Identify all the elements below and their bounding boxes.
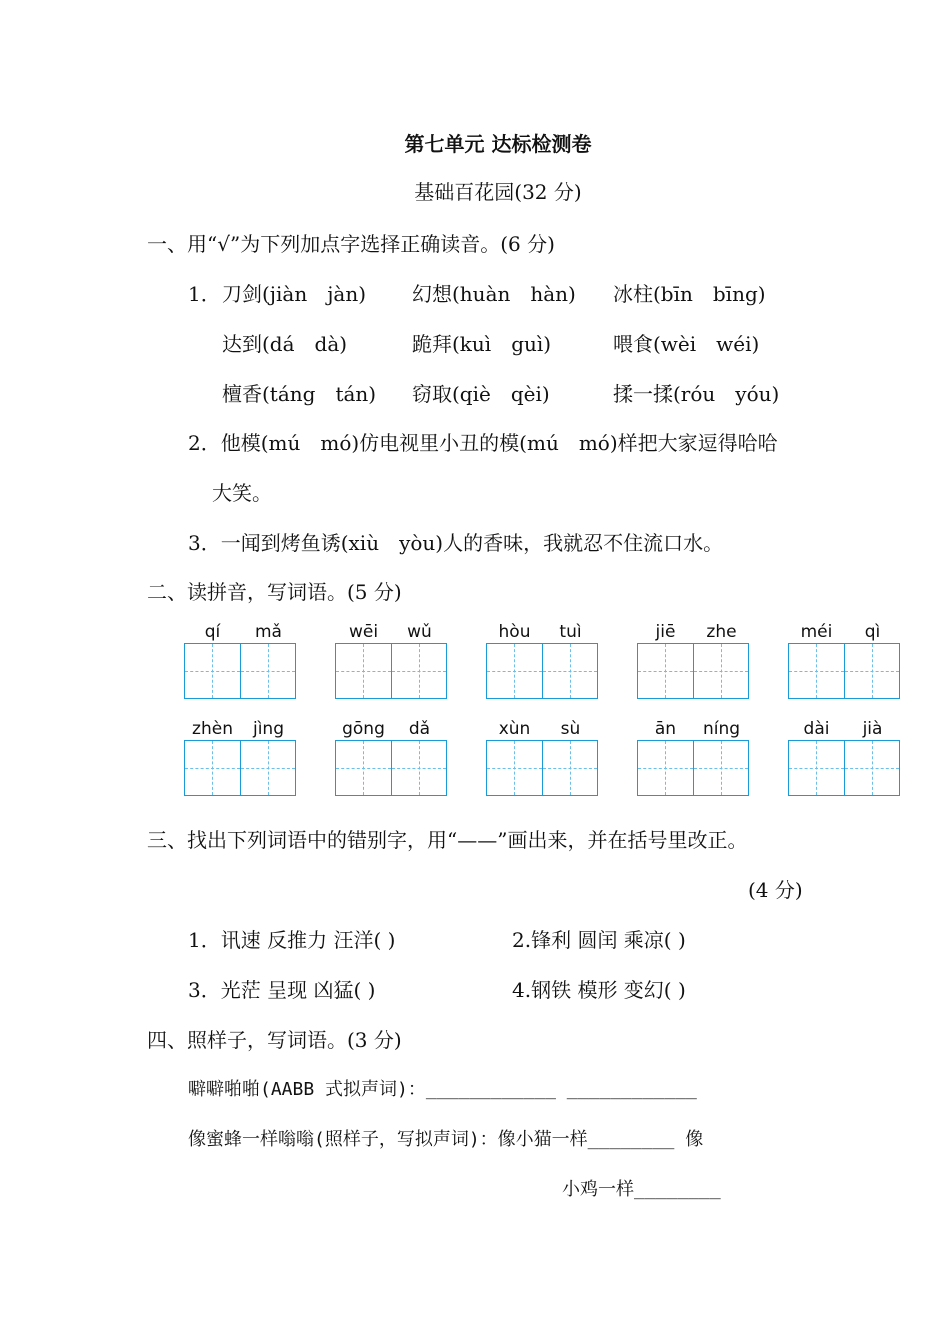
tianzige-boxes (184, 740, 296, 796)
tianzige-cell[interactable] (391, 644, 446, 698)
pinyin-label: dài (803, 719, 830, 739)
page-title: 第七单元 达标检测卷 (404, 132, 592, 156)
pinyin-writing-group (486, 719, 600, 799)
tianzige-boxes (335, 740, 447, 796)
pinyin-label: sù (560, 719, 581, 739)
q1-item: 幻想(huàn hàn) (412, 282, 576, 306)
tianzige-cell[interactable] (844, 741, 899, 795)
tianzige-boxes (486, 740, 598, 796)
tianzige-cell[interactable] (336, 741, 391, 795)
q1-item: 冰柱(bīn bīng) (613, 282, 766, 306)
pinyin-writing-group (184, 622, 298, 702)
tianzige-boxes (637, 643, 749, 699)
s4-line-3: 小鸡一样________ (562, 1179, 721, 1200)
tianzige-cell[interactable] (789, 644, 844, 698)
tianzige-cell[interactable] (185, 741, 240, 795)
pinyin-label: jìng (252, 719, 284, 739)
pinyin-label: gōng (342, 719, 385, 739)
tianzige-boxes (788, 643, 900, 699)
tianzige-cell[interactable] (391, 741, 446, 795)
s3-row-2-right: 4.钢铁 模形 变幻( ) (512, 978, 686, 1002)
tianzige-cell[interactable] (185, 644, 240, 698)
tianzige-boxes (335, 643, 447, 699)
pinyin-label: méi (800, 622, 833, 642)
q1-item: 揉一揉(róu yóu) (613, 382, 780, 406)
pinyin-label: tuì (559, 622, 582, 642)
section-4-heading: 四、照样子，写词语。(3 分) (147, 1028, 402, 1052)
tianzige-cell[interactable] (789, 741, 844, 795)
q1-item: 檀香(táng tán) (222, 382, 377, 406)
q1-item: 跪拜(kuì guì) (412, 332, 552, 356)
pinyin-label: dǎ (408, 719, 431, 739)
s3-row-2-left: 3．光茫 呈现 凶猛( ) (188, 978, 376, 1002)
q1-item: 喂食(wèi wéi) (613, 332, 760, 356)
q1-number: 1． (188, 282, 221, 306)
s3-row-1-left: 1．讯速 反推力 汪洋( ) (188, 928, 396, 952)
pinyin-label: qí (204, 622, 221, 642)
pinyin-label: jiē (655, 622, 676, 642)
pinyin-label: hòu (498, 622, 531, 642)
tianzige-boxes (184, 643, 296, 699)
pinyin-label: zhèn (192, 719, 233, 739)
section-3-score: (4 分) (748, 878, 803, 902)
tianzige-cell[interactable] (542, 644, 597, 698)
pinyin-label: jià (862, 719, 883, 739)
pinyin-writing-group (335, 719, 449, 799)
section-2-heading: 二、读拼音，写词语。(5 分) (147, 580, 402, 604)
pinyin-writing-group (184, 719, 298, 799)
section-3-heading: 三、找出下列词语中的错别字，用“——”画出来，并在括号里改正。 (147, 828, 748, 852)
page-subtitle: 基础百花园(32 分) (414, 180, 582, 204)
q2-text-continued: 大笑。 (212, 481, 272, 505)
tianzige-cell[interactable] (693, 741, 748, 795)
pinyin-label: ān (654, 719, 677, 739)
tianzige-boxes (637, 740, 749, 796)
pinyin-label: wǔ (407, 622, 432, 642)
s3-row-1-right: 2.锋利 圆闰 乘凉( ) (512, 928, 686, 952)
q1-item: 窃取(qiè qèi) (412, 382, 550, 406)
pinyin-writing-group (486, 622, 600, 702)
q1-item: 刀剑(jiàn jàn) (222, 282, 367, 306)
section-1-heading: 一、用“√”为下列加点字选择正确读音。(6 分) (147, 232, 555, 256)
tianzige-cell[interactable] (542, 741, 597, 795)
pinyin-label: níng (702, 719, 741, 739)
pinyin-writing-group (335, 622, 449, 702)
tianzige-cell[interactable] (487, 644, 542, 698)
pinyin-writing-group (637, 719, 751, 799)
pinyin-writing-group (788, 719, 902, 799)
pinyin-label: mǎ (255, 622, 282, 642)
pinyin-label: zhe (706, 622, 737, 642)
pinyin-writing-group (788, 622, 902, 702)
tianzige-cell[interactable] (487, 741, 542, 795)
tianzige-cell[interactable] (336, 644, 391, 698)
s4-line-1: 噼噼啪啪(AABB 式拟声词)：____________ ____________ (188, 1079, 697, 1100)
tianzige-cell[interactable] (638, 644, 693, 698)
q3-text: 3．一闻到烤鱼诱(xiù yòu)人的香味，我就忍不住流口水。 (188, 531, 724, 555)
q1-item: 达到(dá dà) (222, 332, 348, 356)
tianzige-boxes (486, 643, 598, 699)
tianzige-cell[interactable] (638, 741, 693, 795)
q2-text: 2．他模(mú mó)仿电视里小丑的模(mú mó)样把大家逗得哈哈 (188, 431, 778, 455)
tianzige-cell[interactable] (693, 644, 748, 698)
pinyin-label: qì (864, 622, 881, 642)
tianzige-cell[interactable] (240, 644, 295, 698)
pinyin-label: wēi (348, 622, 379, 642)
pinyin-writing-group (637, 622, 751, 702)
pinyin-label: xùn (498, 719, 531, 739)
s4-line-2: 像蜜蜂一样嗡嗡(照样子，写拟声词)：像小猫一样________ 像 (188, 1129, 704, 1150)
tianzige-cell[interactable] (844, 644, 899, 698)
tianzige-cell[interactable] (240, 741, 295, 795)
tianzige-boxes (788, 740, 900, 796)
